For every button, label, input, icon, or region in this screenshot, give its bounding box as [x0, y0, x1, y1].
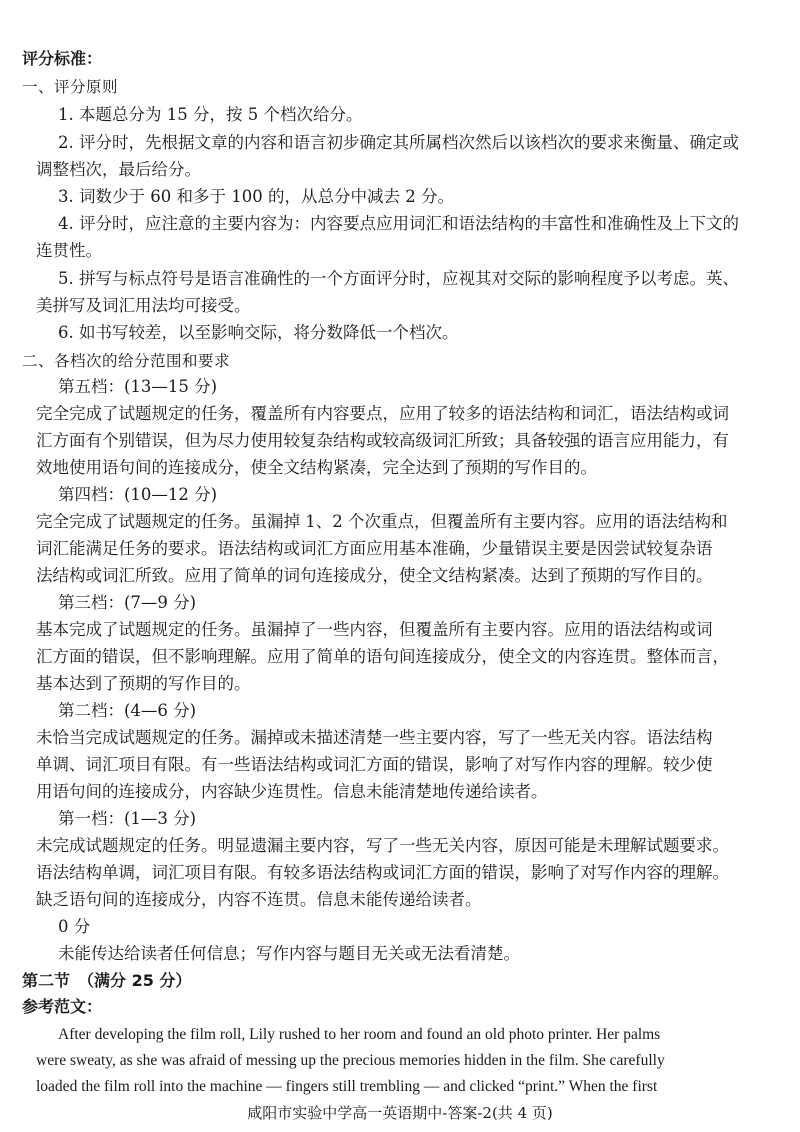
section-2-title: 二、各档次的给分范围和要求 [22, 352, 231, 370]
grade-1-text: 语法结构单调，词汇项目有限。有较多语法结构或词汇方面的错误，影响了对写作内容的理解。 [36, 863, 729, 882]
section-1-title: 一、评分原则 [22, 78, 119, 96]
grade-4-label: 第四档：(10—12 分) [58, 485, 218, 504]
grade-4-text: 完全完成了试题规定的任务。虽漏掉 1、2 个次重点，但覆盖所有主要内容。应用的语法结构和 [36, 512, 728, 531]
grade-3-label: 第三档：(7—9 分) [58, 593, 197, 612]
sample-essay-line: After developing the film roll, Lily rushed to her room and found an old photo printer. Her palms [58, 1026, 661, 1043]
grade-2-text: 单调、词汇项目有限。有一些语法结构或词汇方面的错误，影响了对写作内容的理解。较少使 [36, 755, 713, 774]
grade-5-label: 第五档：(13—15 分) [58, 377, 218, 396]
grade-1-text: 缺乏语句间的连接成分，内容不连贯。信息未能传递给读者。 [36, 890, 482, 909]
rule-6: 6. 如书写较差，以至影响交际，将分数降低一个档次。 [58, 323, 459, 342]
grade-5-text: 效地使用语句间的连接成分，使全文结构紧凑，完全达到了预期的写作目的。 [36, 458, 597, 477]
grade-1-text: 未完成试题规定的任务。明显遗漏主要内容，写了一些无关内容，原因可能是未理解试题要求。 [36, 836, 729, 855]
grade-5-text: 完全完成了试题规定的任务，覆盖所有内容要点，应用了较多的语法结构和词汇，语法结构或词 [36, 404, 729, 423]
grade-2-label: 第二档：(4—6 分) [58, 701, 197, 720]
grade-3-text: 基本完成了试题规定的任务。虽漏掉了一些内容，但覆盖所有主要内容。应用的语法结构或词 [36, 620, 713, 639]
part-2-title: 第二节 （满分 25 分） [22, 971, 192, 990]
grade-1-label: 第一档：(1—3 分) [58, 809, 197, 828]
page-heading: 评分标准： [22, 49, 103, 68]
rule-1: 1. 本题总分为 15 分，按 5 个档次给分。 [58, 105, 363, 124]
sample-essay-line: were sweaty, as she was afraid of messing up the precious memories hidden in the film. She carefully [36, 1052, 665, 1069]
grade-4-text: 法结构或词汇所致。应用了简单的词句连接成分，使全文结构紧凑。达到了预期的写作目的。 [36, 566, 713, 585]
rule-4: 4. 评分时，应注意的主要内容为：内容要点应用词汇和语法结构的丰富性和准确性及上下文的 [58, 214, 739, 233]
grade-0-text: 未能传达给读者任何信息；写作内容与题目无关或无法看清楚。 [58, 944, 520, 963]
rule-2-cont: 调整档次，最后给分。 [36, 160, 201, 179]
page-footer: 咸阳市实验中学高一英语期中-答案-2(共 4 页) [247, 1104, 553, 1122]
grade-3-text: 汇方面的错误，但不影响理解。应用了简单的语句间连接成分，使全文的内容连贯。整体而言， [36, 647, 729, 666]
rule-5-cont: 美拼写及词汇用法均可接受。 [36, 296, 251, 315]
grade-3-text: 基本达到了预期的写作目的。 [36, 674, 251, 693]
rule-3: 3. 词数少于 60 和多于 100 的，从总分中减去 2 分。 [58, 187, 454, 206]
grade-5-text: 汇方面有个别错误，但为尽力使用较复杂结构或较高级词汇所致；具备较强的语言应用能力，有 [36, 431, 729, 450]
grade-2-text: 用语句间的连接成分，内容缺少连贯性。信息未能清楚地传递给读者。 [36, 782, 548, 801]
grade-0-label: 0 分 [58, 917, 91, 936]
rule-4-cont: 连贯性。 [36, 241, 102, 260]
sample-essay-line: loaded the film roll into the machine — fingers still trembling — and clicked “print.” When the first [36, 1078, 658, 1095]
rule-5: 5. 拼写与标点符号是语言准确性的一个方面评分时，应视其对交际的影响程度予以考虑。英、 [58, 269, 739, 288]
rule-2: 2. 评分时，先根据文章的内容和语言初步确定其所属档次然后以该档次的要求来衡量、确定或 [58, 133, 739, 152]
grade-2-text: 未恰当完成试题规定的任务。漏掉或未描述清楚一些主要内容，写了一些无关内容。语法结构 [36, 728, 713, 747]
sample-essay-label: 参考范文： [22, 997, 103, 1016]
grade-4-text: 词汇能满足任务的要求。语法结构或词汇方面应用基本准确，少量错误主要是因尝试较复杂语 [36, 539, 713, 558]
